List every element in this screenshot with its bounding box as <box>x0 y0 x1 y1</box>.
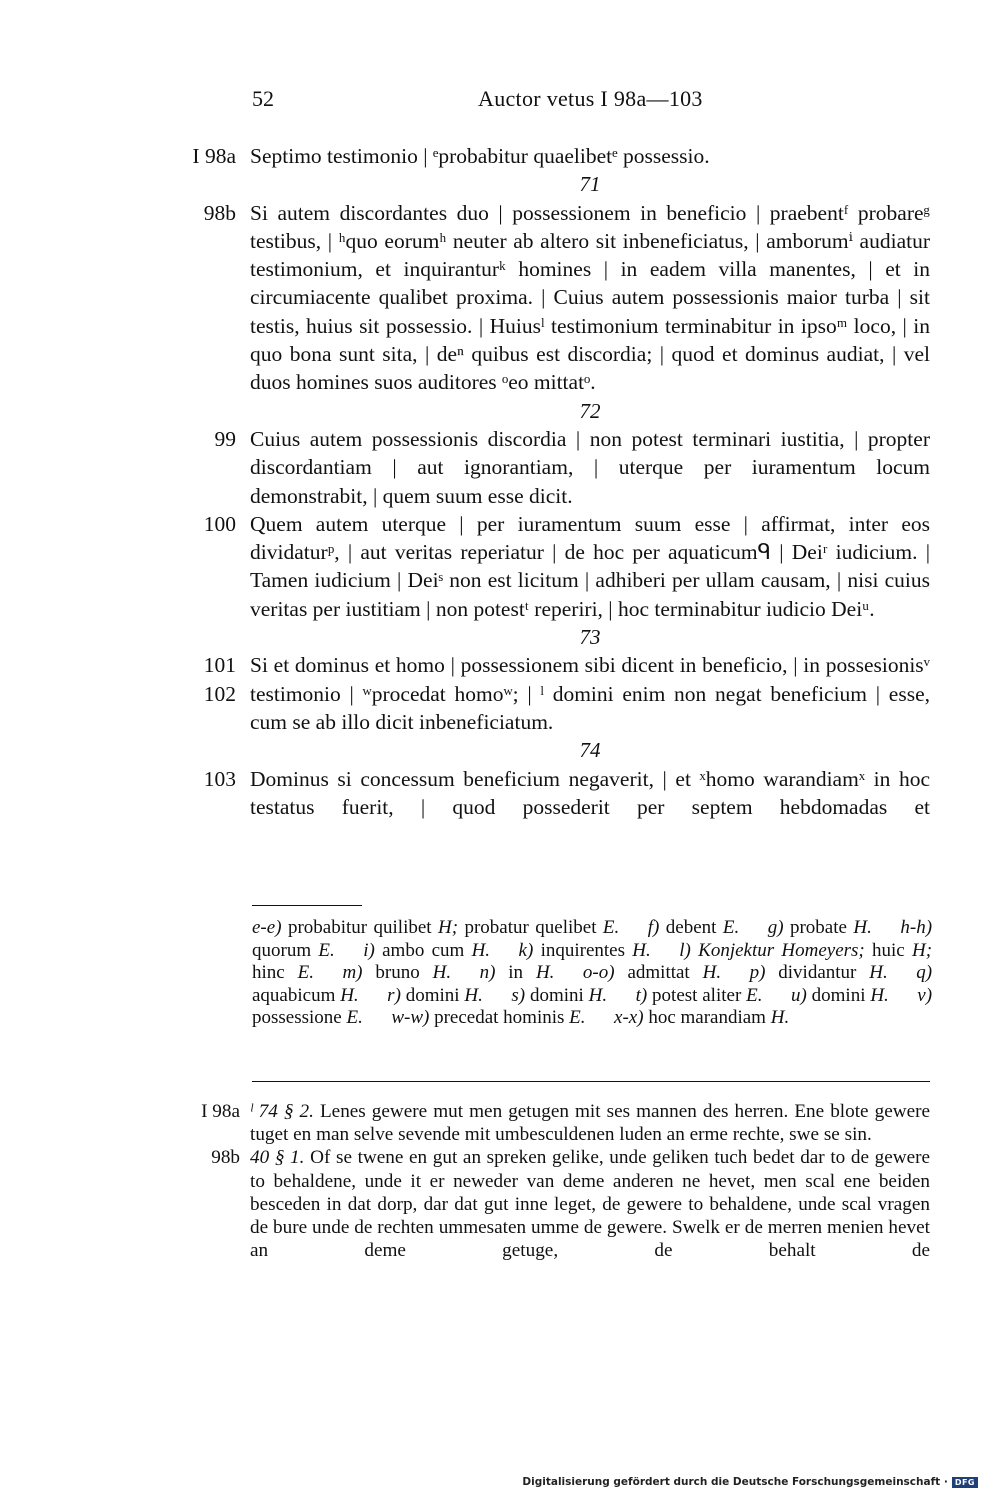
note-siglum: i) <box>363 939 375 961</box>
paragraph <box>150 651 940 736</box>
page-number: 52 <box>252 86 274 111</box>
footer-text: Digitalisierung gefördert durch die Deutsche Forschungsgemeinschaft · <box>522 1476 948 1488</box>
note-witness: H; <box>438 917 459 938</box>
note-witness: H. <box>632 939 651 961</box>
note-reading: possessione <box>252 1007 342 1029</box>
paragraph <box>150 199 940 397</box>
german-paragraph-text <box>250 1100 930 1146</box>
apparatus-note <box>391 1007 585 1028</box>
note-siglum: r) <box>387 984 401 1006</box>
apparatus-note <box>636 985 763 1006</box>
chapter-number: 74 <box>579 738 601 763</box>
apparatus-note <box>342 962 451 983</box>
note-siglum: k) <box>518 939 534 961</box>
note-siglum: n) <box>479 962 496 984</box>
note-witness: H. <box>471 939 491 961</box>
note-reading: huic <box>872 939 905 961</box>
apparatus-note <box>750 962 888 983</box>
note-siglum: g) <box>767 917 784 938</box>
note-reading: probatur quelibet <box>464 917 597 938</box>
note-witness: H. <box>853 917 872 938</box>
section-reference: ˡ 74 § 2. <box>250 1101 314 1122</box>
apparatus-note <box>387 985 483 1006</box>
note-witness: E. <box>297 962 314 984</box>
paragraph-number: 103 <box>203 766 236 791</box>
note-reading: aquabicum <box>252 984 336 1006</box>
dfg-logo: DFG <box>952 1477 978 1488</box>
note-siglum: e-e) <box>252 917 282 938</box>
section-reference: 40 § 1. <box>250 1147 305 1169</box>
paragraph <box>150 425 940 510</box>
note-reading: in <box>508 962 524 984</box>
apparatus-note <box>791 985 889 1006</box>
note-witness: H. <box>702 962 722 984</box>
german-text-body: Lenes gewere mut men getugen mit ses mannen des herren. Ene blote gewere tuget en man selve sevende mit umbesculdenen luden an erme rechte, swe se sin. <box>250 1101 930 1146</box>
paragraph-number: 100 <box>203 511 236 536</box>
note-siglum: f) <box>647 917 660 938</box>
note-siglum: o-o) <box>582 962 615 984</box>
chapter-number: 71 <box>579 172 601 197</box>
note-reading: dividantur <box>778 962 857 984</box>
apparatus-note <box>480 962 555 983</box>
note-witness: E. <box>318 939 335 961</box>
note-siglum: q) <box>916 962 933 984</box>
note-siglum: w-w) <box>391 1007 430 1029</box>
digitization-footer <box>522 1476 978 1488</box>
note-witness: E. <box>346 1007 363 1029</box>
apparatus-note <box>583 962 721 983</box>
note-witness: H. <box>588 984 608 1006</box>
german-paragraph <box>150 1146 940 1262</box>
running-head: Auctor vetus I 98a—103 <box>478 86 703 111</box>
note-siglum: l) <box>679 939 691 961</box>
paragraph <box>150 142 940 170</box>
note-reading: domini <box>405 984 460 1006</box>
chapter-number: 73 <box>579 625 601 650</box>
paragraph-text: Si et dominus et homo | possessionem sibi dicent in beneficio, | in possesionisᵛ testimonio | ʷprocedat homoʷ; | ˡ domini enim non negat beneficium | esse, cum se ab illo dicit inbeneficiatum. <box>250 653 930 734</box>
paragraph-text: Septimo testimonio | ᵉprobabitur quaelibetᵉ possessio. <box>250 144 710 168</box>
note-reading: quorum <box>252 939 312 961</box>
paragraph-number: 98b <box>203 200 236 225</box>
note-siglum: s) <box>511 984 526 1006</box>
apparatus-note <box>252 917 619 938</box>
note-witness: E. <box>722 917 740 938</box>
note-conjecture: Konjektur Homeyers; <box>698 939 865 961</box>
german-parallel-text <box>150 1100 940 1262</box>
note-siglum: x-x) <box>614 1007 644 1029</box>
latin-main-text <box>150 142 940 821</box>
note-reading: debent <box>665 917 717 938</box>
apparatus-note <box>363 940 490 961</box>
apparatus-note <box>648 917 739 938</box>
note-siglum: u) <box>790 984 807 1006</box>
german-paragraph-text <box>250 1146 930 1262</box>
apparatus-note <box>614 1007 789 1028</box>
note-witness: E. <box>746 984 763 1006</box>
paragraph-number: 101 102 <box>203 653 236 706</box>
chapter-number: 72 <box>579 398 601 423</box>
note-reading: ambo cum <box>382 939 465 961</box>
note-reading: admittat <box>627 962 690 984</box>
note-siglum: v) <box>917 984 933 1006</box>
note-witness: H. <box>464 984 483 1006</box>
note-reading: hinc <box>252 962 285 984</box>
paragraph-number: I 98a <box>201 1101 240 1122</box>
german-paragraph <box>150 1100 940 1146</box>
note-reading: probabitur quilibet <box>287 917 432 938</box>
translation-separator <box>252 1081 930 1082</box>
paragraph-text: Cuius autem possessionis discordia | non potest terminari iustitia, | propter discordantiam | aut ignorantiam, | uterque per iuramentum locum demonstrabit, | quem suum esse dicit. <box>250 426 930 508</box>
note-witness: H; <box>912 939 933 961</box>
note-witness: H. <box>770 1007 790 1029</box>
paragraph-text: Dominus si concessum beneficium negaverit, | et ˣhomo warandiamˣ in hoc testatus fuerit, | quod possederit per septem hebdomadas et <box>250 766 930 819</box>
note-siglum: m) <box>342 962 363 984</box>
apparatus-note <box>511 985 607 1006</box>
note-witness: E. <box>569 1007 586 1029</box>
paragraph-number: I 98a <box>192 144 236 168</box>
note-reading: hoc marandiam <box>648 1007 766 1029</box>
critical-apparatus <box>252 917 932 1030</box>
note-reading: domini <box>811 984 866 1006</box>
note-reading: precedat hominis <box>434 1007 565 1029</box>
note-siglum: h-h) <box>900 917 933 938</box>
paragraph-number: 98b <box>211 1147 240 1169</box>
paragraph-text: Si autem discordantes duo | possessionem in beneficio | praebentᶠ probareᵍ testibus, | ʰquo eorumʰ neuter ab altero sit inbeneficiatus, | amborumⁱ audiatur testimonium, et inquiranturᵏ homines | in eadem villa manentes, | et in circumiacente qualibet proxima. | Cuius autem possessionis maior turba | sit testis, huius sit possessio. | Huiusˡ testimonium terminabitur in ipsoᵐ loco, | in quo bona sunt sita, | deⁿ quibus est discordia; | quod et dominus audiat, | vel duos homines suos auditores ᵒeo mittatᵒ. <box>250 200 930 395</box>
note-reading: probate <box>789 917 847 938</box>
note-reading: domini <box>529 984 584 1006</box>
note-siglum: p) <box>749 962 766 984</box>
apparatus-separator <box>252 905 362 906</box>
apparatus-note <box>519 940 651 961</box>
paragraph-text: Quem autem uterque | per iuramentum suum esse | affirmat, inter eos dividaturᵖ, | aut veritas reperiatur | de hoc per aquaticumᑫ | Deiʳ iudicium. | Tamen iudicium | Deiˢ non est licitum | adhiberi per ullam causam, | nisi cuius veritas per iustitiam | non potestᵗ reperiri, | hoc terminabitur iudicio Deiᵘ. <box>250 511 930 621</box>
note-witness: E. <box>602 917 620 938</box>
note-reading: potest aliter <box>652 984 742 1006</box>
note-siglum: t) <box>635 984 648 1006</box>
paragraph-number: 99 <box>214 426 236 451</box>
paragraph <box>150 765 940 822</box>
note-witness: H. <box>535 962 555 984</box>
note-reading: inquirentes <box>540 939 626 961</box>
note-witness: H. <box>870 984 889 1006</box>
apparatus-note <box>768 917 872 938</box>
note-reading: bruno <box>375 962 420 984</box>
german-text-body: Of se twene en gut an spreken gelike, unde geliken tuch bedet dar to de gewere to behaldene, unde it er neweder van deme anderen ne hevet, men scal ene beiden besceden in dat dorp, dar dat gut inne leget, de gewere to behaldene, unde scal vragen de bure unde de rechten ummesaten umme de gewere. Swelk er de merren menien hevet an deme getuge, de behalt de <box>250 1147 931 1262</box>
note-witness: H. <box>432 962 452 984</box>
paragraph <box>150 510 940 623</box>
note-witness: H. <box>340 984 359 1006</box>
note-witness: H. <box>869 962 888 984</box>
